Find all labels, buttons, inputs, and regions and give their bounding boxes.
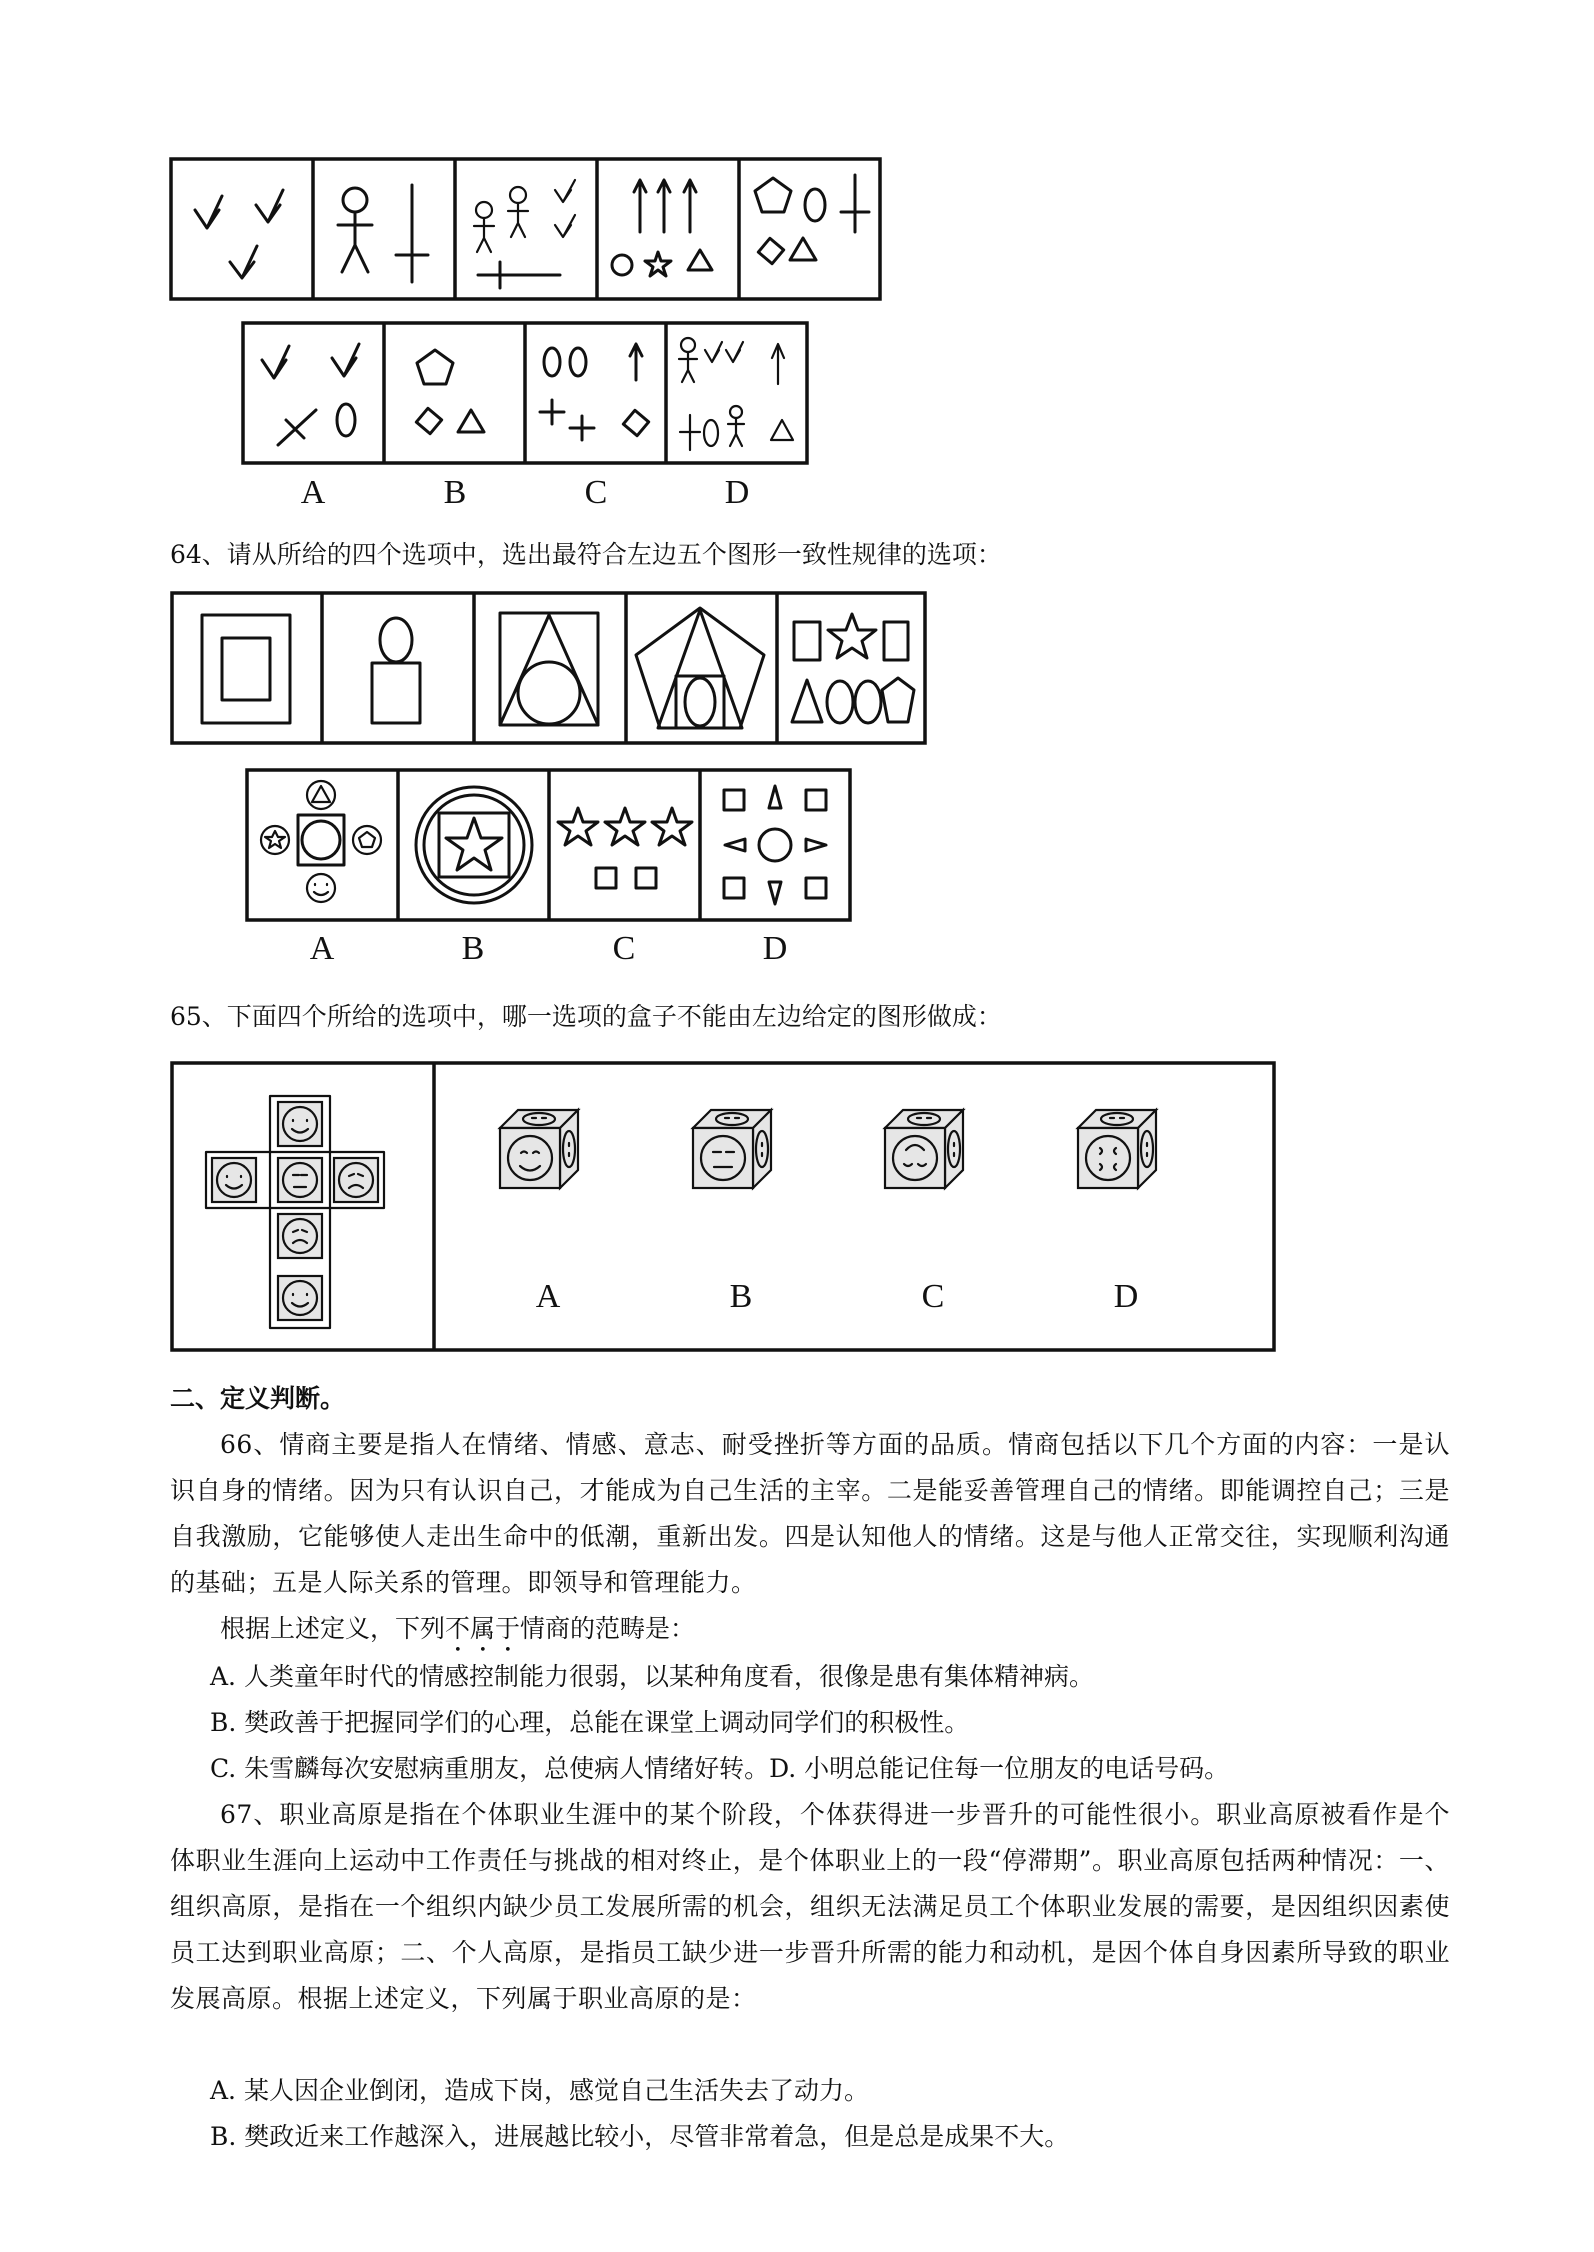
q66-option-a[interactable]: A. 人类童年时代的情感控制能力很弱，以某种角度看，很像是患有集体精神病。 [210,1662,1094,1691]
q66-paragraph: 66、情商主要是指人在情绪、情感、意志、耐受挫折等方面的品质。情商包括以下几个方面的内容：一是认识自身的情绪。因为只有认识自己，才能成为自己生活的主宰。二是能妥善管理自己的情绪。即能调控自己；三是自我激励，它能够使人走出生命中的低潮，重新出发。四是认知他人的情绪。这是与他人正常交往，实现顺利沟通的基础；五是人际关系的管理。即领导和管理能力。 [170,1430,1450,1597]
q67-option-b[interactable]: B. 樊政近来工作越深入，进展越比较小，尽管非常着急，但是总是成果不大。 [210,2122,1070,2151]
q65-option-a-label[interactable]: A [535,1278,561,1315]
q63-option-d-label[interactable]: D [724,474,750,511]
q66-question [220,1606,695,1658]
q67-paragraph: 67、职业高原是指在个体职业生涯中的某个阶段，个体获得进一步晋升的可能性很小。职业高原被看作是个体职业生涯向上运动中工作责任与挑战的相对终止，是个体职业上的一段“停滞期”。职业高原包括两种情况：一、 组织高原，是指在一个组织内缺少员工发展所需的机会，组织无法满足员工个体职业发展的需要，是因组织因素使员工达到职业高原；二、个人高原，是指员工缺少进一步晋升所需的能力和动机，是因个体自身因素所导致的职业发展高原。根据上述定义，下列属于职业高原的是： [170,1800,1450,2013]
q64-option-c-label[interactable]: C [612,930,636,967]
q63-option-b-label[interactable]: B [443,474,467,511]
cube-c [885,1110,963,1188]
q65-option-d-label[interactable]: D [1113,1278,1139,1315]
cube-d [1078,1110,1156,1188]
q65-option-c-label[interactable]: C [921,1278,945,1315]
q66-option-cd[interactable]: C. 朱雪麟每次安慰病重朋友，总使病人情绪好转。D. 小明总能记住每一位朋友的电话号码。 [210,1754,1230,1783]
q64-prompt: 64、请从所给的四个选项中，选出最符合左边五个图形一致性规律的选项： [170,540,1002,569]
q64-option-d-label[interactable]: D [762,930,788,967]
q66-question-post: 情商的范畴是： [520,1614,696,1643]
q63-option-a-label[interactable]: A [300,474,326,511]
q66-question-pre: 根据上述定义，下列 [220,1614,446,1643]
cube-b [693,1110,771,1188]
q66-question-emphasis: 不属于 [445,1614,521,1643]
q63-option-c-label[interactable]: C [584,474,608,511]
q65-option-b-label[interactable]: B [729,1278,753,1315]
q64-option-a-label[interactable]: A [309,930,335,967]
q64-option-b-label[interactable]: B [461,930,485,967]
section-heading: 二、定义判断。 [170,1384,346,1413]
q66-option-b[interactable]: B. 樊政善于把握同学们的心理，总能在课堂上调动同学们的积极性。 [210,1708,970,1737]
q67-option-a[interactable]: A. 某人因企业倒闭，造成下岗，感觉自己生活失去了动力。 [210,2076,869,2105]
cube-a [500,1110,578,1188]
q65-prompt: 65、下面四个所给的选项中，哪一选项的盒子不能由左边给定的图形做成： [170,1002,1002,1031]
